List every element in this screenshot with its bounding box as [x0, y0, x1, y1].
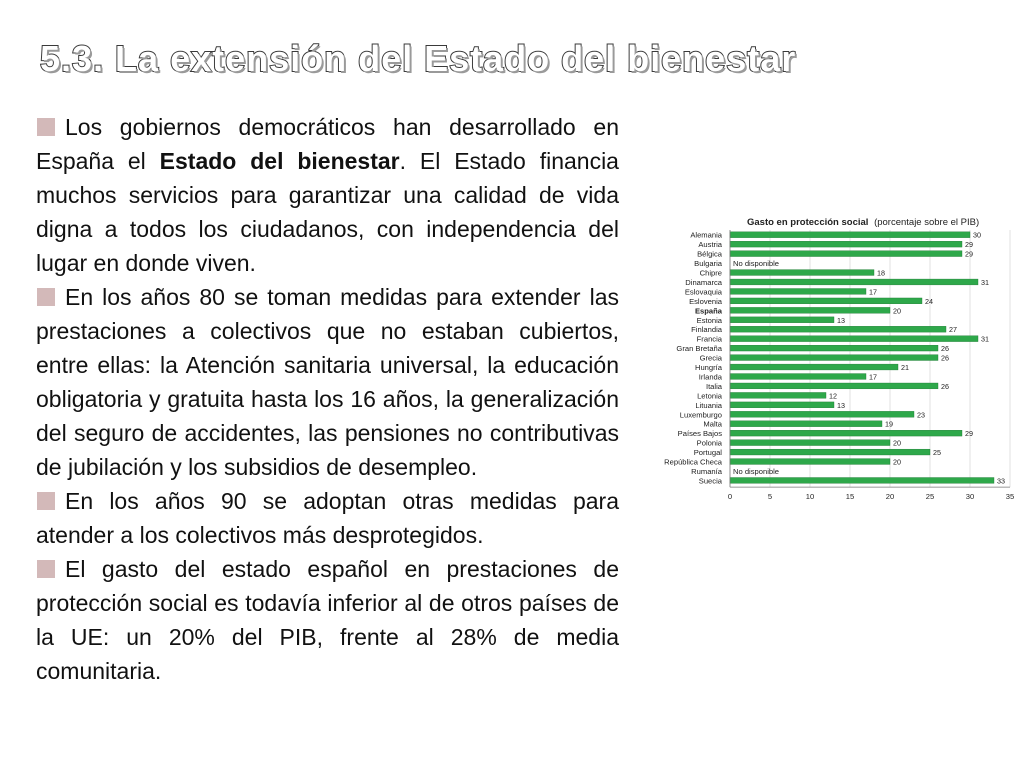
chart-category-labels [664, 231, 723, 486]
category-label: Eslovenia [689, 296, 722, 306]
bar [730, 326, 946, 332]
chart-title [747, 217, 979, 228]
bar-value-label: 26 [941, 353, 949, 363]
category-label: Alemania [690, 230, 722, 240]
x-tick-label: 35 [1005, 492, 1015, 502]
bar-value-label: 20 [893, 306, 901, 316]
bar [730, 317, 834, 323]
bar [730, 383, 938, 389]
bar [730, 289, 866, 295]
paragraph [36, 280, 619, 484]
category-label: Francia [696, 334, 722, 344]
bar [730, 307, 890, 313]
category-label: Irlanda [698, 372, 722, 382]
bar-value-label: 23 [917, 410, 925, 420]
bar-value-label: 31 [981, 334, 989, 344]
category-label: Luxemburgo [679, 410, 722, 420]
chart-title-main: Gasto en protección social [747, 217, 869, 228]
square-bullet-icon [37, 118, 55, 136]
bar [730, 232, 970, 238]
bar [730, 355, 938, 361]
bar-value-label: 13 [837, 400, 845, 410]
bar-value-label: 12 [829, 391, 837, 401]
bar-value-label: 26 [941, 344, 949, 354]
category-label: República Checa [664, 457, 722, 467]
x-tick-label: 10 [805, 492, 815, 502]
chart-bars [730, 231, 1005, 486]
bar-value-label: 29 [965, 429, 973, 439]
paragraph [36, 552, 619, 688]
category-label: Gran Bretaña [676, 344, 722, 354]
x-tick-label: 30 [965, 492, 975, 502]
paragraph-text: El gasto del estado español en prestaciones de protección social es todavía inferior al de otros países de la UE: un 20% del PIB, frente al 28% de media comunitaria. [36, 556, 619, 684]
bar [730, 392, 826, 398]
paragraph [36, 484, 619, 552]
bar-value-label: 27 [949, 325, 957, 335]
category-label: Chipre [699, 268, 722, 278]
bar [730, 478, 994, 484]
bar-value-label: 18 [877, 268, 885, 278]
page-title: 5.3. La extensión del Estado del bienestar [40, 38, 797, 79]
x-tick-label: 15 [845, 492, 855, 502]
bar [730, 298, 922, 304]
body-text [36, 110, 619, 688]
bar-value-label: 13 [837, 315, 845, 325]
bar [730, 411, 914, 417]
bar [730, 430, 962, 436]
not-available-label: No disponible [733, 259, 780, 269]
bold-text: Estado del bienestar [159, 148, 400, 174]
category-label: Rumanía [691, 466, 722, 476]
bar-value-label: 17 [869, 372, 877, 382]
bar-value-label: 20 [893, 438, 901, 448]
paragraph-text: . El Estado financia muchos servicios para garantizar una calidad de vida digna a todos los ciudadanos, con independencia del lugar en donde viven. [36, 148, 619, 276]
paragraph-text: En los años 80 se toman medidas para extender las prestaciones a colectivos que no estaban cubiertos, entre ellas: la Atención sanitaria universal, la educación obligatoria y gratuita hasta los 16 años, la generalización del seguro de accidentes, las pensiones no contributivas de jubilación y los subsidios de desempleo. [36, 284, 619, 480]
bar-value-label: 31 [981, 277, 989, 287]
x-tick-label: 25 [925, 492, 935, 502]
category-label: Países Bajos [677, 429, 722, 439]
category-label: Italia [705, 381, 722, 391]
bar-value-label: 17 [869, 287, 877, 297]
bar [730, 374, 866, 380]
category-label: Finlandia [691, 325, 722, 335]
bar-value-label: 25 [933, 448, 941, 458]
category-label: Bélgica [697, 249, 722, 259]
bar [730, 449, 930, 455]
bar [730, 421, 882, 427]
bar-value-label: 29 [965, 249, 973, 259]
square-bullet-icon [37, 560, 55, 578]
category-label: Dinamarca [685, 277, 722, 287]
category-label: Letonia [697, 391, 722, 401]
bar [730, 345, 938, 351]
bar-value-label: 26 [941, 381, 949, 391]
bar [730, 279, 978, 285]
bar [730, 440, 890, 446]
paragraph-text: Los gobiernos democráticos han desarrollado en España el [36, 114, 619, 174]
category-label: Suecia [698, 476, 722, 486]
category-label: Austria [698, 240, 722, 250]
bar-value-label: 29 [965, 240, 973, 250]
category-label: Eslovaquia [684, 287, 722, 297]
category-label: Polonia [696, 438, 722, 448]
bar [730, 459, 890, 465]
bar-value-label: 21 [901, 363, 909, 373]
category-label: Portugal [693, 448, 722, 458]
square-bullet-icon [37, 492, 55, 510]
bar-value-label: 33 [997, 476, 1005, 486]
bar-value-label: 30 [973, 230, 981, 240]
category-label: Grecia [699, 353, 722, 363]
category-label: Bulgaria [694, 259, 722, 269]
not-available-label: No disponible [733, 466, 780, 476]
category-label: Estonia [696, 315, 722, 325]
square-bullet-icon [37, 288, 55, 306]
bar [730, 270, 874, 276]
bar [730, 402, 834, 408]
category-label: Malta [703, 419, 722, 429]
bar [730, 251, 962, 257]
category-label: España [694, 306, 722, 316]
bar [730, 336, 978, 342]
bar [730, 364, 898, 370]
social-spending-chart [644, 208, 1019, 518]
chart-subtitle: (porcentaje sobre el PIB) [874, 217, 980, 228]
x-tick-label: 5 [767, 492, 773, 502]
paragraph [36, 110, 619, 280]
category-label: Hungría [694, 363, 722, 373]
bar-value-label: 20 [893, 457, 901, 467]
bar [730, 241, 962, 247]
category-label: Lituania [695, 400, 722, 410]
x-tick-label: 0 [727, 492, 733, 502]
paragraph-text: En los años 90 se adoptan otras medidas para atender a los colectivos más desprotegidos. [36, 488, 619, 548]
bar-value-label: 19 [885, 419, 893, 429]
x-tick-label: 20 [885, 492, 895, 502]
bar-value-label: 24 [925, 296, 933, 306]
